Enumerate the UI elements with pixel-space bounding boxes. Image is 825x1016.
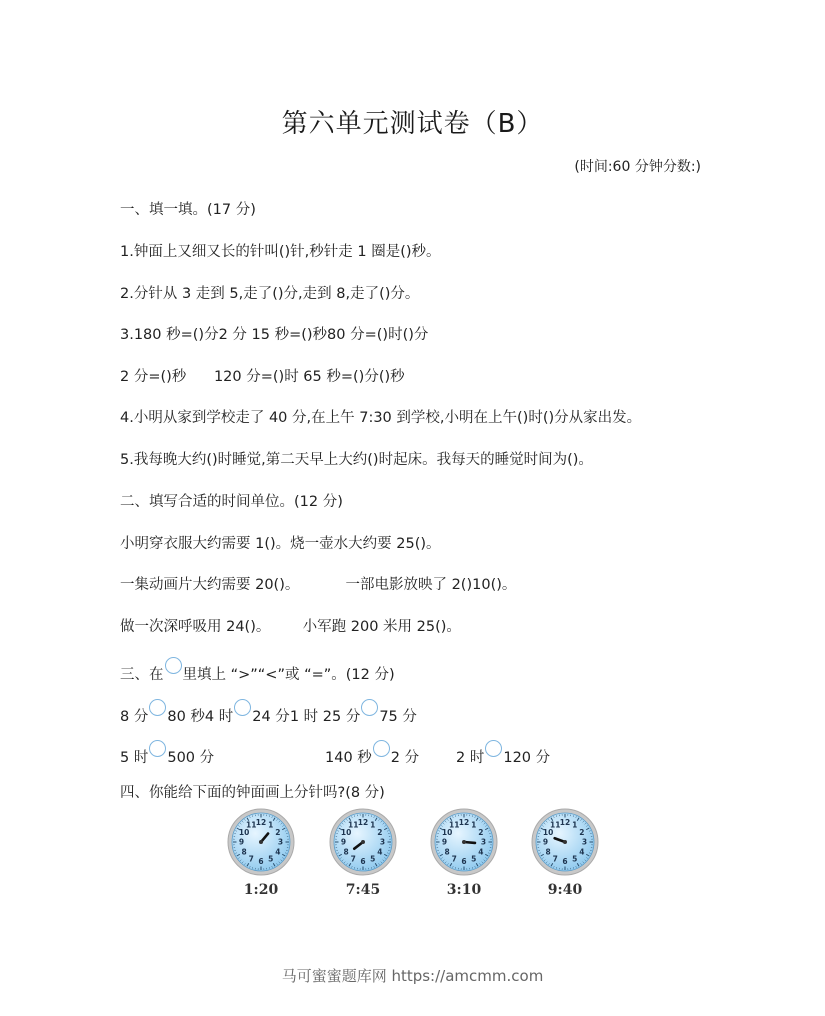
clock-number: 2 xyxy=(478,827,484,837)
question-3-continued: 2 分=()秒 120 分=()时 65 秒=()分()秒 xyxy=(120,369,405,385)
clock-number: 7 xyxy=(350,854,356,864)
section-4-heading: 四、你能给下面的钟面画上分针吗?(8 分) xyxy=(120,785,385,801)
unit-line-3: 做一次深呼吸用 24()。 小军跑 200 米用 25()。 xyxy=(120,619,461,635)
clock-number: 2 xyxy=(377,827,383,837)
clock-number: 2 xyxy=(275,827,281,837)
compare-left: 2 时 xyxy=(456,750,485,766)
clock-number: 6 xyxy=(562,857,568,867)
clock-number: 9 xyxy=(542,837,549,847)
unit-line-1: 小明穿衣服大约需要 1()。烧一壶水大约要 25()。 xyxy=(120,536,441,552)
clock-number: 6 xyxy=(360,857,366,867)
time-score-note: (时间:60 分钟分数:) xyxy=(574,159,701,175)
clock-3[interactable] xyxy=(429,808,499,898)
compare-circle-input[interactable] xyxy=(234,699,251,716)
compare-circle-input[interactable] xyxy=(361,699,378,716)
compare-left: 1 时 25 分 xyxy=(289,709,361,725)
clock-4[interactable] xyxy=(530,808,600,898)
section-3-heading xyxy=(120,657,395,684)
clock-number: 10 xyxy=(441,827,453,837)
clock-time-label: 3:10 xyxy=(446,882,482,898)
clock-number: 3 xyxy=(277,837,284,847)
clock-1[interactable] xyxy=(226,808,296,898)
clock-number: 10 xyxy=(340,827,352,837)
compare-left: 140 秒 xyxy=(325,750,372,766)
compare-left: 5 时 xyxy=(120,750,149,766)
clock-number: 3 xyxy=(581,837,588,847)
clock-number: 5 xyxy=(471,854,477,864)
clock-number: 11 xyxy=(246,820,257,830)
clock-number: 4 xyxy=(478,847,484,857)
question-3: 3.180 秒=()分2 分 15 秒=()秒80 分=()时()分 xyxy=(120,327,429,343)
clock-number: 12 xyxy=(357,818,369,828)
compare-right: 24 分 xyxy=(252,709,290,725)
compare-right: 120 分 xyxy=(503,750,551,766)
clock-number: 9 xyxy=(340,837,347,847)
question-5: 5.我每晚大约()时睡觉,第二天早上大约()时起床。我每天的睡觉时间为()。 xyxy=(120,452,593,468)
clock-center-pin xyxy=(462,840,466,844)
clock-number: 10 xyxy=(238,827,250,837)
clock-number: 12 xyxy=(255,818,267,828)
compare-left: 8 分 xyxy=(120,709,149,725)
clock-time-label: 7:45 xyxy=(345,882,381,898)
clock-number: 8 xyxy=(444,847,450,857)
compare-circle-input[interactable] xyxy=(485,740,502,757)
section-1-heading: 一、填一填。(17 分) xyxy=(120,202,256,218)
clock-number: 2 xyxy=(579,827,585,837)
clock-2[interactable] xyxy=(328,808,398,898)
clock-number: 5 xyxy=(370,854,376,864)
section-3-heading-end: 里填上 “>”“<”或 “=”。(12 分) xyxy=(182,667,395,683)
clock-number: 8 xyxy=(241,847,247,857)
section-3-heading-start: 三、在 xyxy=(120,667,164,683)
clock-number: 1 xyxy=(268,820,274,830)
clock-number: 4 xyxy=(275,847,281,857)
clock-number: 1 xyxy=(572,820,578,830)
clock-number: 1 xyxy=(471,820,477,830)
question-1: 1.钟面上又细又长的针叫()针,秒针走 1 圈是()秒。 xyxy=(120,244,441,260)
clock-face-icon xyxy=(227,808,295,876)
compare-right: 2 分 xyxy=(390,750,420,766)
clock-number: 11 xyxy=(348,820,359,830)
clock-number: 8 xyxy=(343,847,349,857)
compare-right: 80 秒 xyxy=(167,709,205,725)
compare-row-2-item-3 xyxy=(456,740,550,767)
compare-row-2-item-1 xyxy=(120,740,214,767)
clock-number: 10 xyxy=(542,827,554,837)
clock-number: 3 xyxy=(379,837,386,847)
page-title: 第六单元测试卷（B） xyxy=(281,109,544,139)
question-2: 2.分针从 3 走到 5,走了()分,走到 8,走了()分。 xyxy=(120,286,420,302)
compare-circle-input[interactable] xyxy=(149,740,166,757)
clock-number: 8 xyxy=(545,847,551,857)
compare-row-1 xyxy=(120,699,417,726)
clock-number: 6 xyxy=(258,857,264,867)
clock-time-label: 9:40 xyxy=(547,882,583,898)
clock-number: 12 xyxy=(559,818,571,828)
clock-number: 11 xyxy=(449,820,460,830)
clock-number: 4 xyxy=(377,847,383,857)
clock-number: 5 xyxy=(572,854,578,864)
clock-face-icon xyxy=(531,808,599,876)
compare-circle-icon xyxy=(165,657,182,674)
clock-center-pin xyxy=(361,840,365,844)
clock-number: 3 xyxy=(480,837,487,847)
clock-number: 9 xyxy=(441,837,448,847)
compare-circle-input[interactable] xyxy=(373,740,390,757)
clock-number: 9 xyxy=(238,837,245,847)
footer-watermark: 马可蜜蜜题库网 https://amcmm.com xyxy=(281,967,544,985)
clock-number: 7 xyxy=(552,854,558,864)
clock-face-icon xyxy=(329,808,397,876)
compare-row-2-item-2 xyxy=(325,740,419,767)
clock-number: 7 xyxy=(248,854,254,864)
clock-number: 1 xyxy=(370,820,376,830)
compare-left: 4 时 xyxy=(204,709,234,725)
unit-line-2: 一集动画片大约需要 20()。 一部电影放映了 2()10()。 xyxy=(120,577,517,593)
clock-number: 6 xyxy=(461,857,467,867)
clock-time-label: 1:20 xyxy=(243,882,279,898)
clock-number: 4 xyxy=(579,847,585,857)
clock-center-pin xyxy=(259,840,263,844)
clock-number: 11 xyxy=(550,820,561,830)
clock-face-icon xyxy=(430,808,498,876)
section-2-heading: 二、填写合适的时间单位。(12 分) xyxy=(120,494,343,510)
compare-right: 500 分 xyxy=(167,750,215,766)
clock-number: 7 xyxy=(451,854,457,864)
question-4: 4.小明从家到学校走了 40 分,在上午 7:30 到学校,小明在上午()时()分从家出发。 xyxy=(120,410,642,426)
clock-number: 5 xyxy=(268,854,274,864)
clock-number: 12 xyxy=(458,818,470,828)
compare-circle-input[interactable] xyxy=(149,699,166,716)
compare-right: 75 分 xyxy=(379,709,417,725)
clock-center-pin xyxy=(563,840,567,844)
